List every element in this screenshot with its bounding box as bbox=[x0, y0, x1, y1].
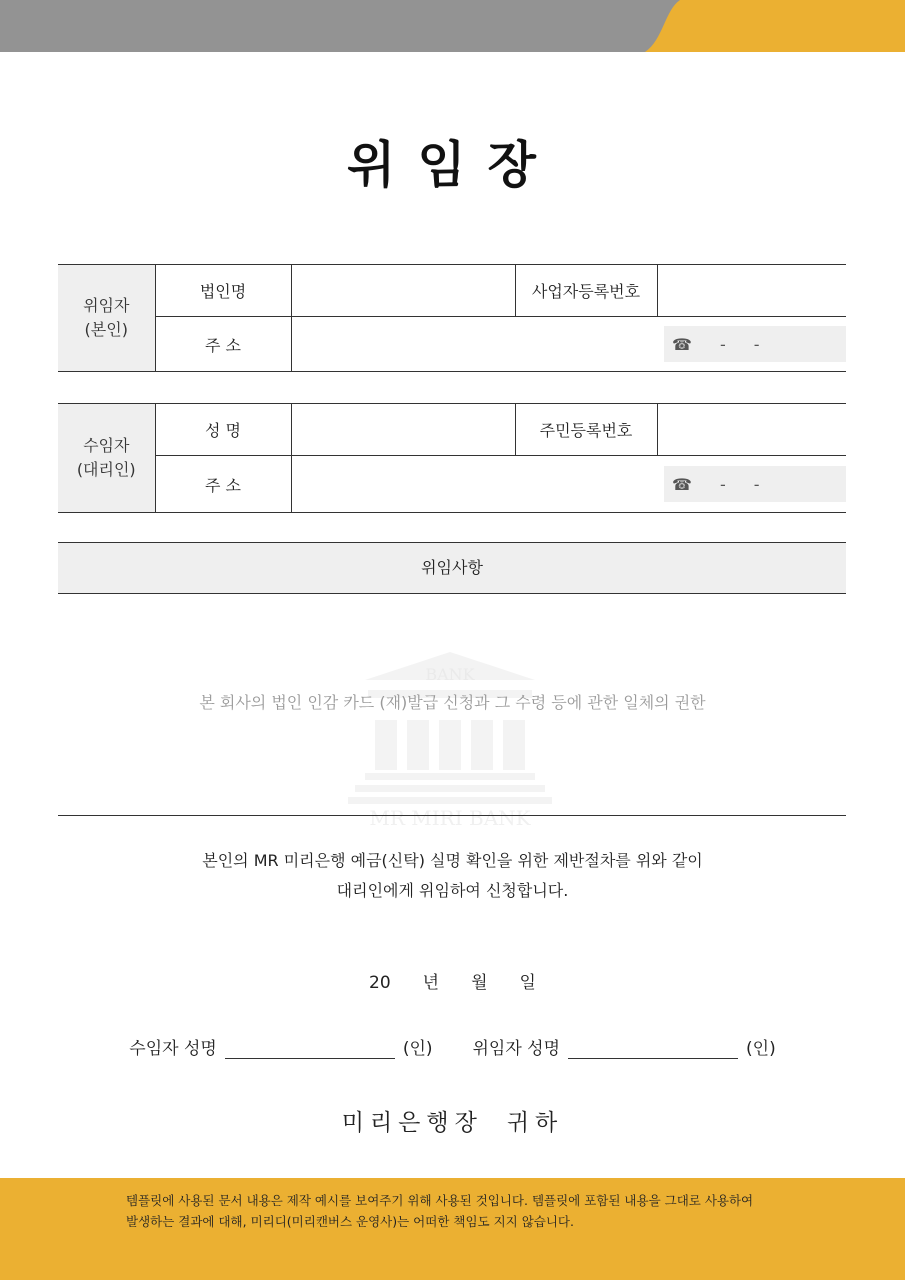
svg-text:MR MIRI BANK: MR MIRI BANK bbox=[369, 806, 531, 830]
day-label: 일 bbox=[519, 973, 536, 993]
phone-field[interactable] bbox=[664, 466, 846, 502]
biz-reg-label: 사업자등록번호 bbox=[515, 265, 657, 317]
signature-row bbox=[0, 1034, 905, 1059]
month-label: 월 bbox=[471, 973, 488, 993]
delegator-sign-field[interactable] bbox=[568, 1037, 738, 1059]
year-label: 년 bbox=[422, 973, 440, 993]
addressee-name: 미리은행장 bbox=[341, 1110, 483, 1136]
banner-wave bbox=[645, 0, 905, 52]
footer-line: 템플릿에 사용된 문서 내용은 제작 예시를 보여주기 위해 사용된 것입니다. 템플릿에 포함된 내용을 그대로 사용하여 bbox=[126, 1193, 754, 1208]
statement-line: 대리인에게 위임하여 신청합니다. bbox=[336, 881, 569, 900]
year-prefix: 20 bbox=[369, 973, 391, 993]
statement-line: 본인의 MR 미리은행 예금(신탁) 실명 확인을 위한 제반절차를 위와 같이 bbox=[202, 851, 703, 870]
name-label: 성 명 bbox=[155, 404, 291, 456]
addressee bbox=[0, 1104, 905, 1137]
biz-reg-field[interactable] bbox=[657, 265, 846, 317]
delegator-label: 위임자 (본인) bbox=[58, 265, 155, 372]
phone-icon: ☎ bbox=[672, 334, 692, 354]
date-line[interactable] bbox=[0, 968, 905, 993]
bank-watermark-logo bbox=[340, 640, 560, 830]
seal-mark: (인) bbox=[746, 1039, 776, 1059]
divider bbox=[58, 815, 846, 816]
statement bbox=[0, 846, 905, 906]
svg-text:BANK: BANK bbox=[425, 665, 475, 684]
phone-dash: - bbox=[719, 474, 726, 494]
delegate-table bbox=[58, 403, 846, 513]
delegator-table bbox=[58, 264, 846, 372]
address-label: 주 소 bbox=[155, 317, 291, 372]
delegate-label: 수임자 (대리인) bbox=[58, 404, 155, 513]
delegator-sign-label: 위임자 성명 bbox=[472, 1039, 561, 1059]
corp-name-label: 법인명 bbox=[155, 265, 291, 317]
addressee-suffix: 귀하 bbox=[506, 1110, 564, 1136]
rrn-field[interactable] bbox=[657, 404, 846, 456]
phone-dash: - bbox=[753, 474, 760, 494]
page-title: 위임장 bbox=[347, 136, 558, 194]
delegation-content[interactable]: 본 회사의 법인 인감 카드 (재)발급 신청과 그 수령 등에 관한 일체의 권한 bbox=[199, 693, 706, 712]
delegation-header: 위임사항 bbox=[58, 542, 846, 594]
phone-dash: - bbox=[719, 334, 726, 354]
phone-field[interactable] bbox=[664, 326, 846, 362]
rrn-label: 주민등록번호 bbox=[515, 404, 657, 456]
footer-line: 발생하는 결과에 대해, 미리디(미리캔버스 운영사)는 어떠한 책임도 지지 않습니다. bbox=[126, 1214, 574, 1229]
footer-disclaimer bbox=[0, 1178, 905, 1280]
corp-name-field[interactable] bbox=[291, 265, 515, 317]
seal-mark: (인) bbox=[402, 1039, 433, 1059]
address-field[interactable] bbox=[291, 456, 846, 513]
phone-dash: - bbox=[753, 334, 760, 354]
delegate-sign-label: 수임자 성명 bbox=[129, 1039, 217, 1059]
phone-icon: ☎ bbox=[672, 474, 692, 494]
name-field[interactable] bbox=[291, 404, 515, 456]
top-banner bbox=[0, 0, 905, 52]
address-label: 주 소 bbox=[155, 456, 291, 513]
address-field[interactable] bbox=[291, 317, 846, 372]
delegate-sign-field[interactable] bbox=[225, 1037, 395, 1059]
